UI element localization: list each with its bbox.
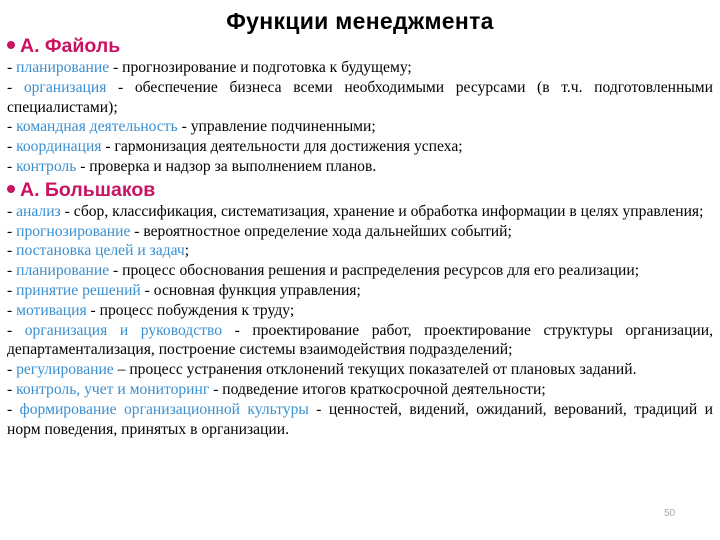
item-prefix: - [7, 157, 17, 175]
item-term: контроль, учет и мониторинг [16, 380, 210, 398]
item-description: - подведение итогов краткосрочной деятельности; [209, 380, 546, 398]
item-prefix: - [7, 380, 17, 398]
section-author: А. Большаков [20, 178, 156, 201]
item-description: - процесс побуждения к труду; [86, 301, 295, 319]
item-term: анализ [16, 202, 61, 220]
list-item [7, 400, 713, 440]
list-item [7, 202, 713, 222]
item-term: контроль [16, 157, 77, 175]
list-item [7, 380, 713, 400]
item-description: - основная функция управления; [140, 281, 361, 299]
item-description: - обеспечение бизнеса всеми необходимыми ресурсами (в т.ч. подготовленными специалистами); [7, 78, 714, 116]
section-author: А. Файоль [20, 35, 121, 57]
item-term: формирование организационной культуры [19, 400, 309, 418]
item-description: - сбор, классификация, систематизация, хранение и обработка информации в целях управления; [60, 202, 704, 220]
page-number: 50 [664, 508, 676, 519]
item-term: планирование [16, 59, 110, 76]
item-description: – процесс устранения отклонений текущих показателей от плановых заданий. [113, 361, 637, 379]
item-description: - прогнозирование и подготовка к будущему; [109, 59, 412, 76]
item-prefix: - [7, 301, 17, 319]
list-item [7, 117, 713, 137]
list-item [7, 360, 713, 380]
list-item [7, 58, 713, 78]
item-prefix: - [7, 321, 25, 339]
bullet-dot-icon [7, 41, 15, 49]
list-item [7, 137, 713, 157]
item-description: - проектирование работ, проектирование структуры организации, департаментализация, построение системы взаимодействия подразделений; [7, 321, 714, 359]
item-term: организация [23, 78, 107, 96]
list-item [7, 241, 713, 261]
item-prefix: - [7, 138, 17, 156]
item-term: планирование [16, 262, 110, 280]
item-prefix: - [7, 78, 24, 96]
item-description: - вероятностное определение хода дальнейших событий; [130, 222, 512, 240]
item-prefix: - [7, 400, 20, 418]
item-prefix: - [7, 222, 17, 240]
item-prefix: - [7, 262, 17, 280]
item-term: прогнозирование [16, 222, 131, 240]
item-description: ; [184, 242, 190, 260]
item-prefix: - [7, 59, 17, 76]
section-heading-fayol [7, 34, 713, 58]
item-prefix: - [7, 242, 17, 260]
item-term: принятие решений [16, 281, 141, 299]
item-term: постановка целей и задач [16, 242, 185, 260]
list-item [7, 281, 713, 301]
item-prefix: - [7, 202, 17, 220]
list-item [7, 222, 713, 242]
item-term: командная деятельность [16, 118, 178, 136]
item-term: организация и руководство [24, 321, 223, 339]
item-term: мотивация [16, 301, 87, 319]
slide-content [7, 34, 713, 439]
item-term: регулирование [16, 361, 114, 379]
item-prefix: - [7, 281, 17, 299]
item-description: - гармонизация деятельности для достижения успеха; [101, 138, 463, 156]
list-item [7, 78, 713, 118]
bullet-dot-icon [7, 185, 15, 193]
item-description: - управление подчиненными; [177, 118, 376, 136]
item-description: - ценностей, видений, ожиданий, верований, традиций и норм поведения, принятых в организации. [7, 400, 713, 438]
item-prefix: - [7, 361, 17, 379]
section-heading-bolshakov [7, 178, 713, 202]
slide-title: Функции менеджмента [226, 8, 494, 34]
item-description: - процесс обоснования решения и распределения ресурсов для его реализации; [109, 262, 640, 280]
list-item [7, 321, 713, 361]
item-prefix: - [7, 118, 17, 136]
item-term: координация [16, 138, 102, 156]
list-item [7, 261, 713, 281]
list-item [7, 157, 713, 177]
item-description: - проверка и надзор за выполнением планов. [76, 157, 377, 175]
list-item [7, 301, 713, 321]
